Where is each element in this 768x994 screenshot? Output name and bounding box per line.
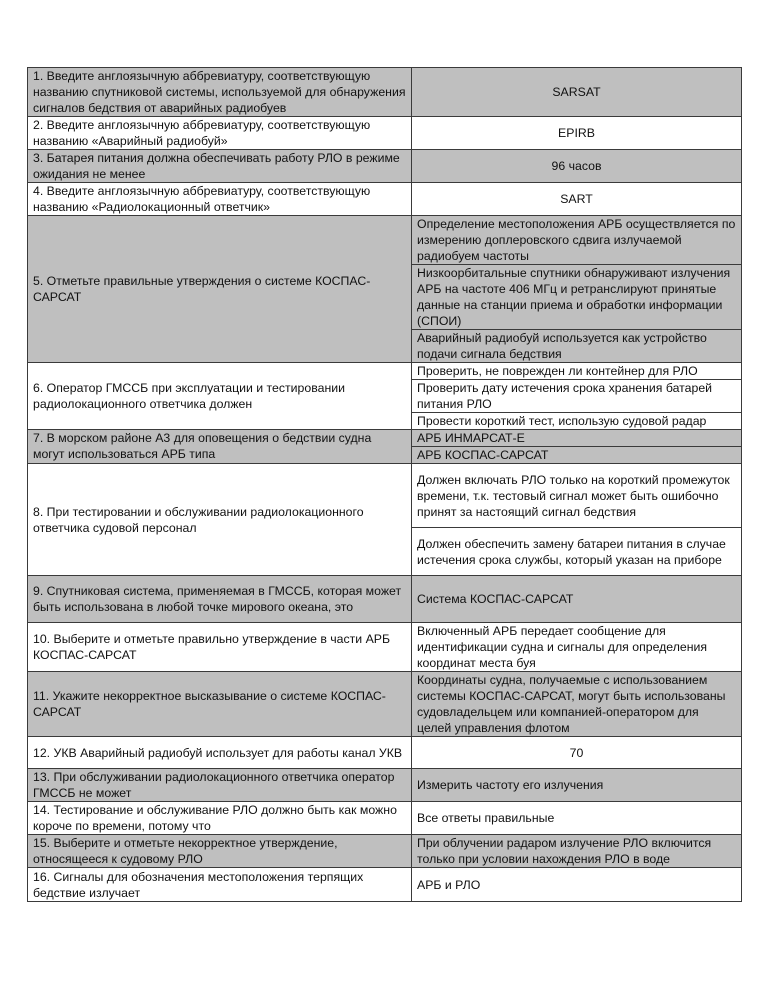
table-row xyxy=(28,623,742,672)
table-row xyxy=(28,150,742,183)
question-cell: 3. Батарея питания должна обеспечивать работу РЛО в режиме ожидания не менее xyxy=(28,150,412,183)
table-row xyxy=(28,183,742,216)
answer-cell: SARSAT xyxy=(412,68,742,117)
question-cell: 7. В морском районе А3 для оповещения о бедствии судна могут использоваться АРБ типа xyxy=(28,430,412,464)
answer-cell: Включенный АРБ передает сообщение для идентификации судна и сигналы для определения координат места буя xyxy=(412,623,742,672)
table-row xyxy=(28,769,742,802)
question-cell: 5. Отметьте правильные утверждения о системе КОСПАС-САРСАТ xyxy=(28,216,412,363)
answer-cell: АРБ ИНМАРСАТ-Е xyxy=(412,430,742,447)
answer-cell: Должен включать РЛО только на короткий промежуток времени, т.к. тестовый сигнал может быть ошибочно принят за настоящий сигнал бедствия xyxy=(412,464,742,528)
table-row xyxy=(28,737,742,769)
answer-cell: Все ответы правильные xyxy=(412,802,742,835)
answer-cell: Измерить частоту его излучения xyxy=(412,769,742,802)
answer-cell: АРБ и РЛО xyxy=(412,868,742,902)
answer-cell: При облучении радаром излучение РЛО включится только при условии нахождения РЛО в воде xyxy=(412,835,742,868)
question-cell: 6. Оператор ГМССБ при эксплуатации и тестировании радиолокационного ответчика должен xyxy=(28,363,412,430)
answer-cell: SART xyxy=(412,183,742,216)
answer-cell: АРБ КОСПАС-САРСАТ xyxy=(412,447,742,464)
question-cell: 9. Спутниковая система, применяемая в ГМССБ, которая может быть использована в любой точке мирового океана, это xyxy=(28,576,412,623)
table-row xyxy=(28,117,742,150)
answer-cell: 70 xyxy=(412,737,742,769)
question-cell: 14. Тестирование и обслуживание РЛО должно быть как можно короче по времени, потому что xyxy=(28,802,412,835)
table-row xyxy=(28,363,742,380)
answer-cell: Проверить дату истечения срока хранения батарей питания РЛО xyxy=(412,380,742,413)
answer-cell: Низкоорбитальные спутники обнаруживают излучения АРБ на частоте 406 МГц и ретранслируют принятые данные на станции приема и обработки информации (СПОИ) xyxy=(412,265,742,330)
answer-cell: Координаты судна, получаемые с использованием системы КОСПАС-САРСАТ, могут быть использованы судовладельцем или компанией-оператором для целей управления флотом xyxy=(412,672,742,737)
table-row xyxy=(28,835,742,868)
answer-cell: Определение местоположения АРБ осуществляется по измерению доплеровского сдвига излучаемой радиобуем частоты xyxy=(412,216,742,265)
question-cell: 10. Выберите и отметьте правильно утверждение в части АРБ КОСПАС-САРСАТ xyxy=(28,623,412,672)
table-row xyxy=(28,868,742,902)
answer-cell: Система КОСПАС-САРСАТ xyxy=(412,576,742,623)
question-cell: 16. Сигналы для обозначения местоположения терпящих бедствие излучает xyxy=(28,868,412,902)
question-cell: 4. Введите англоязычную аббревиатуру, соответствующую названию «Радиолокационный ответчик» xyxy=(28,183,412,216)
table-row xyxy=(28,430,742,447)
answer-cell: Аварийный радиобуй используется как устройство подачи сигнала бедствия xyxy=(412,330,742,363)
question-cell: 11. Укажите некорректное высказывание о системе КОСПАС-САРСАТ xyxy=(28,672,412,737)
answer-cell: Должен обеспечить замену батареи питания в случае истечения срока службы, который указан на приборе xyxy=(412,528,742,576)
question-cell: 13. При обслуживании радиолокационного ответчика оператор ГМССБ не может xyxy=(28,769,412,802)
questions-answers-table xyxy=(27,67,742,902)
question-cell: 1. Введите англоязычную аббревиатуру, соответствующую названию спутниковой системы, используемой для обнаружения сигналов бедствия от аварийных радиобуев xyxy=(28,68,412,117)
question-cell: 2. Введите англоязычную аббревиатуру, соответствующую названию «Аварийный радиобуй» xyxy=(28,117,412,150)
table-row xyxy=(28,68,742,117)
question-cell: 15. Выберите и отметьте некорректное утверждение, относящееся к судовому РЛО xyxy=(28,835,412,868)
answer-cell: Провести короткий тест, использую судовой радар xyxy=(412,413,742,430)
answer-cell: EPIRB xyxy=(412,117,742,150)
table-row xyxy=(28,802,742,835)
table-row xyxy=(28,464,742,528)
answer-cell: 96 часов xyxy=(412,150,742,183)
table-row xyxy=(28,672,742,737)
answer-cell: Проверить, не поврежден ли контейнер для РЛО xyxy=(412,363,742,380)
question-cell: 12. УКВ Аварийный радиобуй использует для работы канал УКВ xyxy=(28,737,412,769)
table-row xyxy=(28,576,742,623)
question-cell: 8. При тестировании и обслуживании радиолокационного ответчика судовой персонал xyxy=(28,464,412,576)
table-row xyxy=(28,216,742,265)
